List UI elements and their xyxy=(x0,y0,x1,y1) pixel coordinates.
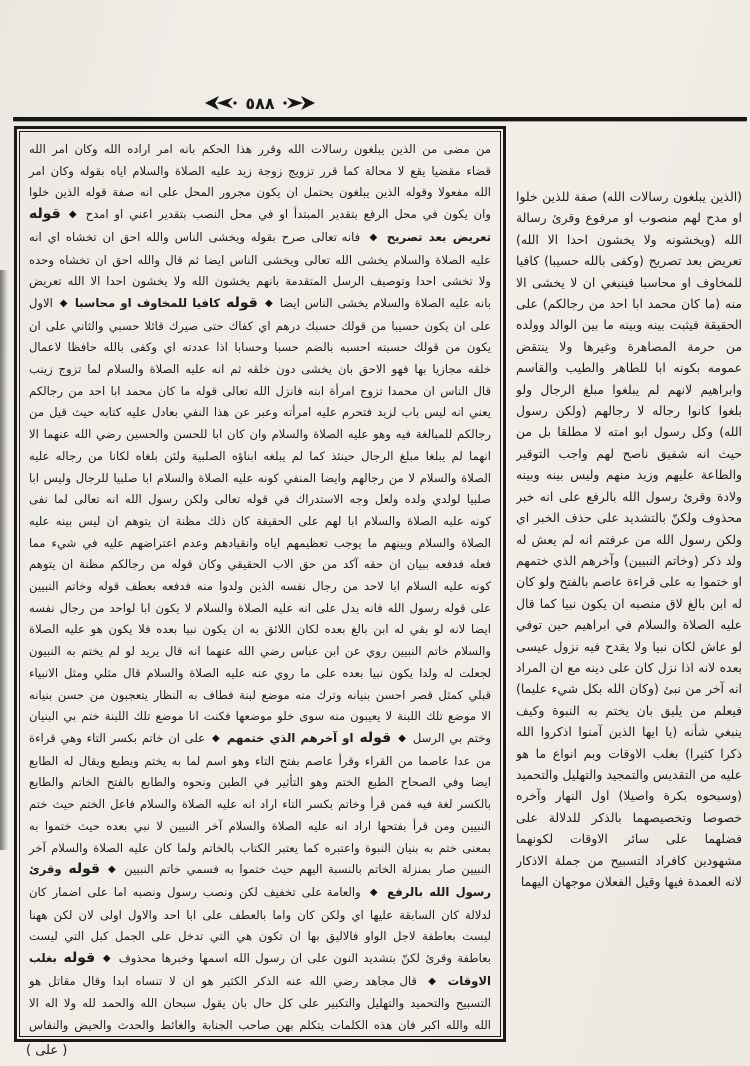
qawluhu-lemma: وقرئ رسول الله بالرفع xyxy=(29,862,491,899)
fleuron-glyph-icon: ◆ xyxy=(68,209,78,221)
qawluhu-marker xyxy=(29,207,491,243)
page-number: ٥٨٨ xyxy=(245,93,275,113)
qawluhu-label: قوله xyxy=(29,206,61,223)
page-header xyxy=(0,90,520,116)
fleuron-glyph-icon: ◆ xyxy=(425,975,439,987)
qawluhu-marker xyxy=(29,862,491,898)
main-text-flow: من مضى من الذين يبلغون رسالات الله وقرر هذا الحكم بانه امر اراده الله وكان امر الله قضاء مقضيا يقع لا محالة كما قرر تزويج زوجة زيد عليه الصلاة والسلام اياه بقوله وكان امر الله مفعولا وقوله الذين يبلغون يحتمل ان يكون مجرور المحل على انه صفة قوله الذين خلوا وان يكون في محل الرفع بتقدير المبتدأ او في محل النصب بتقدير اعني او امدح ◆ قوله تعريض بعد تصريح ◆ فانه تعالى صرح بقوله ويخشى الناس والله احق ان تخشاه اي انه عليه الصلاة والسلام يخشى الله تعالى ويخشى الناس ايضا ثم قال والله احق ان تخشاه وحده ولا تخشى احدا وتوصيف الرسل المتقدمة بانهم يخشون الله ولا يخشون احدا الا الله تعريض بانه عليه الصلاة والسلام يخشى الناس ايضا ◆ قوله كافيا للمخاوف او محاسبا ◆ الاول على ان يكون حسيبا من قولك حسبك درهم اي كفاك حتى صيرك قائلا حسبي والثاني على ان يكون من قولك حسبته احسبه بالضم حسبا وحسابا اذا عددته اي وكفى بالله حافظا لاعمال خلقه مجازيا بها فهو الاحق بان يخشى دون خلقه ثم انه عليه الصلاة والسلام لما تزوج زينب قال الناس ان محمدا تزوج امرأة ابنه فانزل الله تعالى قوله ما كان محمد ابا احد من رجالكم يعني انه ليس باب لزيد فتحرم عليه امرأته وعبر عن هذا النفي بعادل عليه كتابه حيث قيل من رجالكم للمبالغة فيه وهو عليه الصلاة والسلام وان كان ابا للحسن والحسين رضي الله عنهما الا انهما لم يبلغا مبلغ الرجال حينئذ كما لم يبلغه ابناؤه الصلبية ولئن بلغاه لكانا من رجاله عليه الصلاة والسلام لا من رجالهم وايضا المنفي كونه عليه الصلاة والسلام ابا صلبيا للرجال وليس ابا صلبيا لولدي ولده ولعل وجه الاستدراك في قوله تعالى ولكن رسول الله انه تعالى لما نفى كونه عليه الصلاة والسلام ابا لهم على الحقيقة كان ذلك مظنة ان يتوهم ان ليس بينه عليه الصلاة والسلام وبينهم ما يوجب تعظيمهم اياه وانقيادهم وعدم اعتراضهم عليه في شيء مما فعله فدفعه ببيان ان حقه آكد من حق الاب الحقيقي وكان قوله من رجالكم مظنة ان يتوهم كونه عليه السلام ابا لاحد من رجال نفسه الذين ولدوا منه فدفعه بعطف قوله وخاتم النبيين على قوله رسول الله فانه يدل على انه عليه الصلاة والسلام لا يكون ابا لواحد من رجال نفسه ايضا لانه لو بقي له ابن بالغ بعده لكان اللائق به ان يكون نبيا بعده فلا يكون هو عليه الصلاة والسلام خاتم النبيين روي عن ابن عباس رضي الله عنهما انه قال يريد لو لم يختم به النبيون لجعلت له ولدا يكون نبيا بعده على ما روي عنه عليه الصلاة والسلام قال مثلي ومثل الانبياء قبلي كمثل قصر احسن بنيانه وترك منه موضع لبنة فطاف به النظار يتعجبون من حسن بنيانه الا موضع تلك اللبنة لا يعيبون منه سوى خلو موضعها فكنت انا موضع تلك اللبنة ختم بي البنيان وختم بي الرسل ◆ قوله او آخرهم الذي ختمهم ◆ على ان خاتم بكسر التاء وهي قراءة من عدا عاصما من القراء وقرأ عاصم بفتح التاء وهو اسم لما به يختم ويطبع ويقال له الطابع ايضا وفي الصحاح الطبع الختم وهو التأثير في الطين ونحوه والطابع بالفتح الخاتم والطابع بالكسر لغة فيه فمن قرأ وخاتم بكسر التاء اراد انه عليه الصلاة والسلام فاعل الختم حيث ختم النبيين ومن قرأ بفتحها اراد انه عليه الصلاة والسلام آخر النبيين لا نبي بعده حيث ختموا به بمعنى ختم به بنيان النبوة واعتبره كما يعتبر الكتاب بالخاتم ولما كان عليه الصلاة والسلام آخر النبيين صار بمنزلة الخاتم بالنسبة اليهم حيث ختموا به فسمي خاتم النبيين ◆ قوله وقرئ رسول الله بالرفع ◆ والعامة على تخفيف لكن ونصب رسول ونصبه اما على اضمار كان لدلالة كان السابقة عليها اي ولكن كان واما بالعطف على ابا احد والاول اولى لان لكن ههنا ليست بعاطفة لاجل الواو فالاليق بها ان تكون هي التي تدخل على الجمل كبل التي ليست بعاطفة وقرئ لكنّ بتشديد النون على ان رسول الله اسمها وخبرها محذوف ◆ قوله بغلب الاوقات ◆ قال مجاهد رضي الله عنه الذكر الكثير هو ان لا تنساه ابدا وقال مقاتل هو التسبيح والتحميد والتهليل والتكبير على كل حال بان يقول سبحان الله والحمد لله ولا اله الا الله والله اكبر فان هذه الكلمات يتكلم بهن صاحب الجنابة والغائط والحدث والحيض والنفاس xyxy=(28,142,491,1033)
fleuron-glyph-icon: ◆ xyxy=(368,231,379,243)
fleuron-glyph-icon: ◆ xyxy=(59,297,68,309)
fleuron-right-icon xyxy=(282,95,316,111)
qawluhu-lemma: بغلب الاوقات xyxy=(29,951,491,988)
catchword: ( على ) xyxy=(26,1043,68,1058)
fleuron-glyph-icon: ◆ xyxy=(265,297,273,309)
fleuron-glyph-icon: ◆ xyxy=(368,886,379,898)
fleuron-glyph-icon: ◆ xyxy=(102,953,112,965)
fleuron-glyph-icon: ◆ xyxy=(211,732,220,744)
qawluhu-marker xyxy=(29,951,491,987)
fleuron-left-icon xyxy=(204,95,238,111)
qawluhu-label: قوله xyxy=(220,294,258,311)
qawluhu-lemma: كافيا للمخاوف او محاسبا xyxy=(69,295,221,310)
margin-gloss-column: (الذين يبلغون رسالات الله) صفة للذين خلوا او مدح لهم منصوب او مرفوع وقرئ رسالة الله (ويخشونه ولا يخشون احدا الا الله) تعريض بعد تصريح (وكفى بالله حسيبا) كافيا للمخاوف او محاسبا فينبغي ان لا يخشى الا منه (ما كان محمد ابا احد من رجالكم) على الحقيقة فيثبت بينه وبينه ما بين الوالد وولده من حرمة المصاهرة وغيرها ولا ينتقض عمومه بكونه ابا للطاهر والطيب والقاسم وابراهيم لانهم لم يبلغوا مبلغ الرجال ولو بلغوا كانوا رجاله لا رجالهم (ولكن رسول الله) وكل رسول ابو امته لا مطلقا بل من حيث انه شفيق ناصح لهم واجب التوقير والطاعة عليهم وزيد منهم وليس بينه وبينه ولادة وقرئ رسول الله بالرفع على انه خبر محذوف ولكنّ بالتشديد على حذف الخبر اي ولكن رسول الله من عرفتم انه لم يعش له ولد ذكر (وخاتم النبيين) وآخرهم الذي ختمهم او ختموا به على قراءة عاصم بالفتح ولو كان له ابن بالغ لاق منصبه ان يكون نبيا كما قال عليه الصلاة والسلام في ابراهيم حين توفي لو عاش لكان نبيا ولا يقدح فيه نزول عيسى بعده لانه اذا نزل كان على دينه مع ان المراد انه آخر من نبئ (وكان الله بكل شيء عليما) فيعلم من يليق بان يختم به النبوة وكيف ينبغي شأنه (يا ايها الذين آمنوا اذكروا الله ذكرا كثيرا) بغلب الاوقات وبم انواع ما هو عليه من التقديس والتمجيد والتهليل والتحميد (وسبحوه بكرة واصيلا) اول النهار وآخره خصوصا وتخصيصهما بالذكر للدلالة على فضلهما على سائر الاوقات لكونهما مشهودين كافراد التسبيح من جملة الاذكار لانه العمدة فيها وقيل الفعلان موجهان اليهما xyxy=(516,189,742,889)
page-gutter-shadow xyxy=(0,270,8,850)
main-text-frame xyxy=(14,126,506,1042)
header-rule xyxy=(13,117,747,121)
fleuron-glyph-icon: ◆ xyxy=(108,864,117,876)
qawluhu-label: قوله xyxy=(56,950,96,967)
qawluhu-label: قوله xyxy=(61,861,101,878)
fleuron-glyph-icon: ◆ xyxy=(398,732,407,744)
qawluhu-lemma: او آخرهم الذي ختمهم xyxy=(221,730,354,745)
qawluhu-label: قوله xyxy=(353,729,392,746)
qawluhu-lemma: تعريض بعد تصريح xyxy=(380,229,491,244)
main-text-frame-inner xyxy=(19,131,501,1037)
qawluhu-marker xyxy=(58,295,275,309)
qawluhu-marker xyxy=(210,730,408,744)
